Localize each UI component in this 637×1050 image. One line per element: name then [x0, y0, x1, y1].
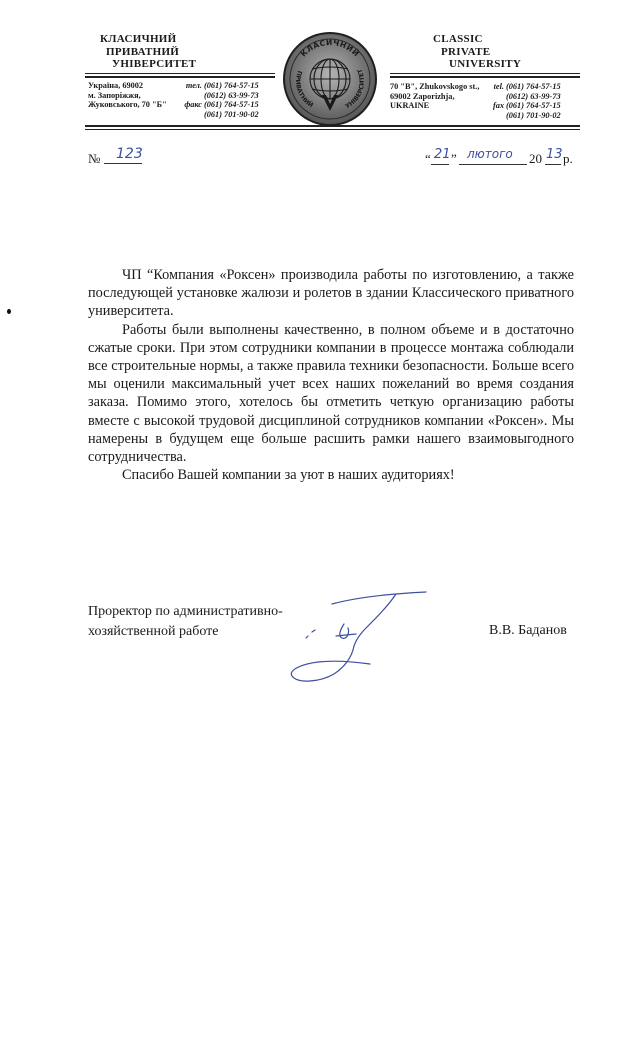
date-month: лютого: [467, 147, 513, 161]
header-rule: [85, 76, 275, 78]
contact-row: [460, 92, 570, 102]
contact-value: (061) 764-57-15: [204, 100, 259, 110]
date-day: 21: [434, 147, 451, 162]
contact-label: [460, 111, 506, 121]
university-seal-logo: [282, 31, 378, 127]
university-name-ua-line-1: КЛАСИЧНИЙ: [100, 33, 177, 45]
contacts-en: [460, 82, 570, 120]
address-en-line: 69002 Zaporizhja,: [390, 91, 455, 101]
handwritten-signature: [284, 588, 434, 688]
contact-value: (061) 701-90-02: [204, 109, 259, 119]
date-open-quote: “: [425, 151, 431, 166]
header-rule: [390, 76, 580, 78]
contact-value: (061) 701-90-02: [506, 110, 561, 120]
scan-speck: [7, 309, 11, 314]
contact-value: (061) 764-57-15: [506, 82, 561, 91]
date-underline: [431, 164, 449, 165]
contact-row: [170, 110, 268, 120]
contacts-ua: [170, 81, 268, 119]
university-name-en: [433, 33, 521, 71]
address-en-line: UKRAINE: [390, 101, 430, 111]
reference-number-underline: [104, 163, 142, 164]
contact-label: tel.: [493, 82, 504, 91]
address-en-line: 70 "B", Zhukovskogo st.,: [390, 82, 480, 91]
address-ua: [88, 81, 167, 110]
date-year-suffix: 13: [546, 147, 563, 162]
contact-value: (061) 764-57-15: [506, 101, 561, 111]
signatory-title: [88, 602, 283, 642]
contact-value: (0612) 63-99-73: [506, 91, 561, 101]
contact-row: [460, 82, 570, 92]
date-year-prefix: 20: [529, 151, 542, 166]
address-ua-line: Жуковського, 70 "Б": [88, 100, 167, 110]
contact-row: [460, 111, 570, 121]
contact-row: [460, 101, 570, 111]
contact-label: факс: [184, 100, 202, 110]
university-name-en-line-1: CLASSIC: [433, 33, 483, 45]
signatory-title-line: хозяйственной работе: [88, 624, 219, 639]
contact-row: [170, 91, 268, 101]
seal-text-left: ПРИВАТНИЙ: [294, 69, 315, 110]
university-name-ua: [100, 33, 196, 71]
university-name-ua-line-3: УНІВЕРСИТЕТ: [112, 58, 197, 70]
date-year-abbr: р.: [563, 151, 573, 166]
contact-value: (061) 764-57-15: [204, 81, 259, 90]
contact-label: тел.: [185, 81, 202, 90]
header-rule: [85, 73, 275, 74]
contact-value: (0612) 63-99-73: [204, 90, 259, 100]
address-ua-line: Україна, 69002: [88, 81, 144, 90]
seal-text-right: УНІВЕРСИТЕТ: [344, 67, 366, 111]
header-rule: [390, 73, 580, 74]
contact-label: [170, 110, 204, 120]
university-name-en-line-2: PRIVATE: [441, 45, 491, 58]
body-paragraph: ЧП “Компания «Роксен» производила работы по изготовлению, а также последующей установке жалюзи и ролетов в здании Классического приватного университета.: [88, 267, 574, 320]
seal-text-top: КЛАСИЧНИЙ: [298, 37, 362, 59]
reference-number-label: №: [88, 151, 101, 166]
university-name-ua-line-2: ПРИВАТНИЙ: [106, 45, 180, 58]
date-underline: [459, 164, 527, 165]
date-underline: [545, 164, 561, 165]
reference-number: 123: [116, 146, 143, 162]
signatory-title-line: Проректор по административно-: [88, 604, 283, 619]
contact-row: [170, 100, 268, 110]
contact-label: [170, 91, 204, 101]
body-paragraph: Спасибо Вашей компании за уют в наших аудиториях!: [122, 467, 455, 484]
date-close-quote: ”: [451, 151, 457, 166]
globe-icon: [310, 59, 350, 99]
address-ua-line: м. Запоріжжя,: [88, 90, 141, 100]
contact-row: [170, 81, 268, 91]
signatory-name: В.В. Баданов: [489, 623, 567, 638]
contact-label: fax: [492, 101, 504, 111]
letter-date: [425, 147, 585, 167]
university-name-en-line-3: UNIVERSITY: [449, 58, 522, 70]
header-bottom-rule: [85, 129, 580, 130]
contact-label: [460, 92, 506, 102]
body-paragraph: Работы были выполнены качественно, в полном объеме и в достаточно сжатые сроки. При этом сотрудники компании в процессе монтажа соблюдали все строительные нормы, а также правила техники безопасности. Больше всего мы оценили максимальный учет всех наших пожеланий во время создания заказа. Помимо этого, хотелось бы отметить четкую организацию работы вместе с высокой трудовой дисциплиной сотрудников компании «Роксен». Мы намерены в будущем еще больше расшить рамки нашего взаимовыгодного сотрудничества.: [88, 321, 574, 466]
letter-body: [88, 266, 574, 484]
